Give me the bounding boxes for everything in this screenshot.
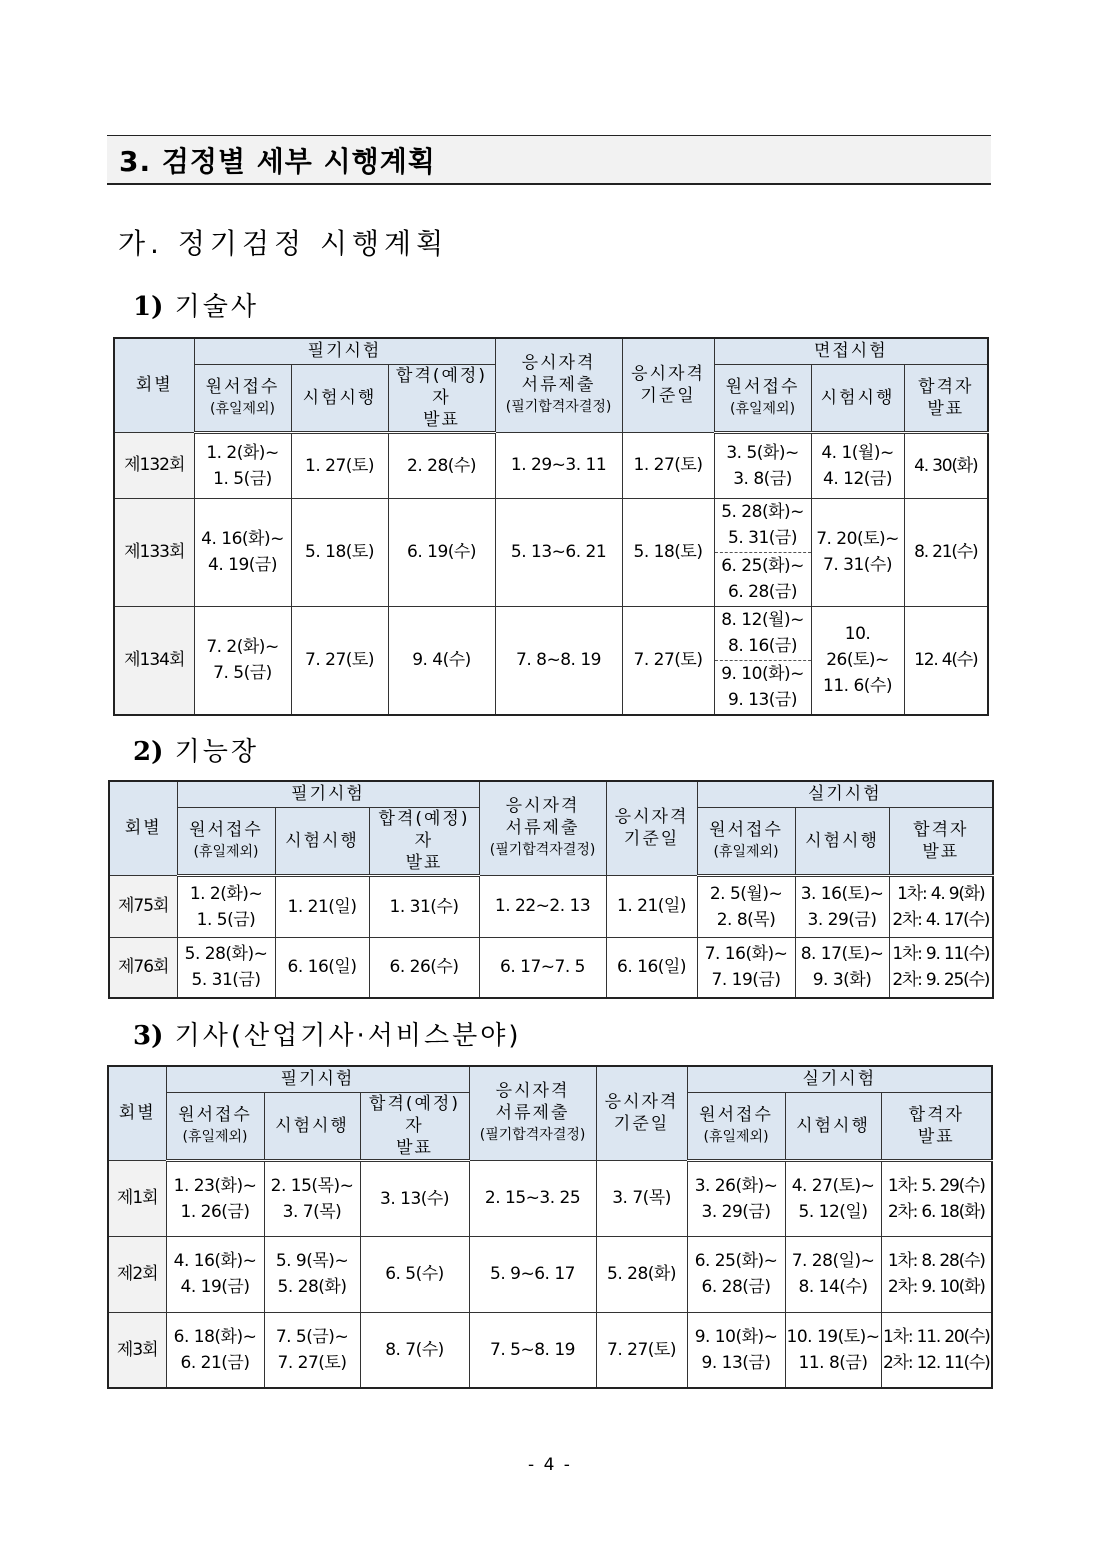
- final-line: 1차: 8. 28(수): [887, 1251, 985, 1271]
- docs-cell: 1. 29~3. 11: [495, 432, 622, 498]
- second-exam-line: 7. 20(토)~: [816, 529, 899, 549]
- docs-header-line: (필기합격자결정): [505, 399, 612, 416]
- exam-cell: [264, 1312, 360, 1388]
- apply-header: [166, 1092, 264, 1160]
- apply-line: 5. 31(금): [191, 970, 261, 991]
- apply-header-line: (휴일제외): [193, 843, 259, 860]
- second-exam-date-header-line: 시험시행: [805, 830, 879, 851]
- round-cell: 제3회: [108, 1312, 166, 1388]
- apply-line: 4. 16(화)~: [173, 1251, 257, 1271]
- base-date-cell: 5. 28(화): [596, 1236, 687, 1312]
- written-exam-header-line: 필기시험: [280, 1069, 355, 1090]
- table-row: [114, 498, 988, 606]
- apply-period: [715, 607, 811, 660]
- apply-line: 1. 26(금): [180, 1201, 250, 1222]
- second-apply-line: 6. 25(화)~: [694, 1251, 778, 1271]
- docs-header: [495, 338, 622, 432]
- second-exam-date-header: [785, 1092, 881, 1160]
- exam-cell: 1. 21(일): [275, 875, 369, 937]
- base-date-header-line: 기준일: [623, 829, 680, 850]
- second-apply-line: 3. 5(화)~: [726, 442, 799, 463]
- apply-line: 7. 5(금): [213, 663, 272, 683]
- final-line: 8. 21(수): [914, 542, 978, 562]
- second-apply-cell: [697, 875, 795, 937]
- second-exam-line: 7. 31(수): [823, 555, 892, 575]
- final-line: 2차: 9. 25(수): [892, 970, 990, 991]
- final-line: 2차: 6. 18(화): [887, 1201, 985, 1222]
- second-exam-cell: [795, 937, 889, 998]
- apply-cell: [194, 606, 291, 715]
- second-apply-line: 6. 25(화)~: [721, 556, 804, 576]
- second-apply-cell: [687, 1236, 785, 1312]
- exam-cell: 6. 16(일): [275, 937, 369, 998]
- docs-cell: 5. 13~6. 21: [495, 498, 622, 606]
- round-cell: 제132회: [114, 432, 194, 498]
- table-row: [109, 937, 993, 998]
- exam-line: 5. 28(화): [277, 1277, 347, 1297]
- exam-header: [275, 807, 369, 875]
- second-exam-line: 4. 12(금): [823, 468, 892, 489]
- exam-cell: [264, 1160, 360, 1236]
- apply-line: 5. 28(화)~: [184, 944, 268, 965]
- docs-header-line: 응시자격: [495, 1081, 570, 1102]
- docs-header-line: (필기합격자결정): [479, 1127, 586, 1144]
- final-announce-cell: [881, 1236, 992, 1312]
- table-row: [108, 1312, 992, 1388]
- round-header: [114, 338, 194, 432]
- round-header-line: 회별: [118, 1103, 156, 1124]
- final-line: 1차: 5. 29(수): [887, 1175, 985, 1196]
- apply-header-line: 원서접수: [178, 1104, 252, 1125]
- base-date-cell: 1. 21(일): [606, 875, 697, 937]
- table2-title: 기능장: [174, 737, 260, 767]
- docs-header: [469, 1066, 596, 1160]
- second-apply-header-line: 원서접수: [725, 376, 800, 397]
- final-header-line: 발표: [922, 841, 960, 862]
- second-apply-cell: [697, 937, 795, 998]
- exam-cell: 5. 18(토): [291, 498, 388, 606]
- apply-period: [715, 499, 811, 552]
- round-cell: 제133회: [114, 498, 194, 606]
- table3-title: 기사(산업기사·서비스분야): [174, 1021, 522, 1051]
- apply-line: 1. 2(화)~: [189, 883, 263, 904]
- exam-line: 2. 15(목)~: [270, 1175, 354, 1196]
- docs-header: [479, 781, 606, 875]
- apply-cell: [166, 1312, 264, 1388]
- final-announce-cell: [889, 875, 993, 937]
- exam-cell: 1. 27(토): [291, 432, 388, 498]
- final-header-line: 합격자: [918, 376, 974, 397]
- second-apply-line: 8. 12(월)~: [721, 610, 804, 630]
- second-exam-cell: [811, 606, 904, 715]
- second-apply-header-line: (휴일제외): [730, 400, 796, 417]
- table-row: [114, 432, 988, 498]
- second-apply-line: 3. 26(화)~: [694, 1175, 778, 1196]
- second-exam-cell: [785, 1160, 881, 1236]
- second-exam-header-line: 실기시험: [802, 1069, 877, 1090]
- page-number: - 4 -: [528, 1455, 572, 1475]
- second-apply-header-line: 원서접수: [699, 1104, 773, 1125]
- apply-cell: [194, 498, 291, 606]
- final-announce-cell: [889, 937, 993, 998]
- second-apply-line: 6. 28(금): [701, 1277, 771, 1297]
- second-exam-line: 8. 14(수): [798, 1277, 868, 1297]
- apply-line: 1. 5(금): [213, 468, 272, 489]
- round-cell: 제2회: [108, 1236, 166, 1312]
- written-exam-header: [166, 1066, 469, 1092]
- second-exam-line: 11. 8(금): [798, 1352, 868, 1373]
- final-line: 2차: 4. 17(수): [892, 909, 990, 930]
- apply-header: [194, 364, 291, 432]
- second-exam-line: 7. 28(일)~: [791, 1251, 875, 1271]
- second-exam-line: 4. 1(월)~: [821, 442, 894, 463]
- second-apply-line: 9. 10(화)~: [721, 664, 804, 684]
- second-exam-line: 10. 19(토)~: [786, 1326, 880, 1347]
- written-exam-header: [194, 338, 495, 364]
- second-exam-date-header-line: 시험시행: [796, 1115, 870, 1136]
- pass-cell: 3. 13(수): [360, 1160, 469, 1236]
- base-date-header-line: 기준일: [640, 386, 696, 407]
- pass-cell: 6. 19(수): [388, 498, 495, 606]
- apply-line: 1. 23(화)~: [173, 1175, 257, 1196]
- second-exam-cell: [811, 498, 904, 606]
- apply-header-line: (휴일제외): [209, 400, 276, 417]
- base-date-header-line: 응시자격: [604, 1092, 679, 1113]
- second-apply-header-line: 원서접수: [709, 819, 783, 840]
- exam-line: 5. 9(목)~: [275, 1251, 349, 1271]
- written-exam-header-line: 필기시험: [291, 784, 365, 805]
- final-header-line: 합격자: [908, 1104, 964, 1125]
- apply-header-line: (휴일제외): [182, 1128, 248, 1145]
- docs-header-line: 서류제출: [495, 1103, 570, 1124]
- apply-period: [715, 552, 811, 606]
- pass-header-line: 발표: [396, 1137, 433, 1158]
- section-title: 3. 검정별 세부 시행계획: [107, 135, 991, 185]
- base-date-header: [596, 1066, 687, 1160]
- base-date-header: [622, 338, 714, 432]
- apply-header: [177, 807, 275, 875]
- final-announce-cell: [904, 606, 988, 715]
- table2-heading: [133, 731, 259, 768]
- base-date-header-line: 응시자격: [614, 807, 689, 828]
- final-announce-cell: [881, 1160, 992, 1236]
- docs-cell: 2. 15~3. 25: [469, 1160, 596, 1236]
- table3-heading: [133, 1015, 522, 1052]
- apply-cell: [177, 937, 275, 998]
- table2-number: 2): [133, 737, 164, 767]
- final-line: 2차: 12. 11(수): [883, 1352, 990, 1373]
- round-cell: 제1회: [108, 1160, 166, 1236]
- base-date-header: [606, 781, 697, 875]
- exam-header-line: 시험시행: [302, 387, 377, 408]
- docs-cell: 6. 17~7. 5: [479, 937, 606, 998]
- second-apply-header-line: (휴일제외): [703, 1128, 769, 1145]
- pass-header-line: 합격(예정)자: [396, 365, 487, 408]
- round-header-line: 회별: [124, 818, 162, 839]
- docs-cell: 1. 22~2. 13: [479, 875, 606, 937]
- second-apply-line: 7. 19(금): [711, 970, 781, 991]
- second-apply-header-line: (휴일제외): [713, 843, 779, 860]
- exam-line: 7. 27(토): [277, 1352, 347, 1373]
- docs-cell: 7. 8~8. 19: [495, 606, 622, 715]
- pass-cell: 1. 31(수): [369, 875, 479, 937]
- table1-heading: [133, 286, 259, 323]
- pass-header: [388, 364, 495, 432]
- pass-cell: 2. 28(수): [388, 432, 495, 498]
- second-apply-header: [687, 1092, 785, 1160]
- second-exam-line: 4. 27(토)~: [791, 1175, 875, 1196]
- final-announce-cell: [904, 498, 988, 606]
- exam-header-line: 시험시행: [275, 1115, 349, 1136]
- round-cell: 제76회: [109, 937, 177, 998]
- apply-cell: [166, 1236, 264, 1312]
- apply-line: 7. 2(화)~: [206, 637, 279, 657]
- final-header-line: 발표: [917, 1126, 955, 1147]
- final-header: [889, 807, 993, 875]
- base-date-header-line: 기준일: [613, 1114, 670, 1135]
- final-line: 12. 4(수): [914, 650, 978, 670]
- second-apply-line: 7. 16(화)~: [704, 944, 788, 965]
- round-cell: 제134회: [114, 606, 194, 715]
- base-date-cell: 7. 27(토): [622, 606, 714, 715]
- header-row: [109, 781, 993, 807]
- apply-line: 1. 5(금): [196, 909, 256, 930]
- exam-header: [264, 1092, 360, 1160]
- second-apply-line: 2. 8(목): [716, 909, 776, 930]
- final-header-line: 합격자: [913, 819, 969, 840]
- apply-line: 4. 16(화)~: [201, 529, 284, 549]
- final-announce-cell: [904, 432, 988, 498]
- apply-line: 4. 19(금): [180, 1277, 250, 1297]
- docs-cell: 5. 9~6. 17: [469, 1236, 596, 1312]
- second-apply-header: [714, 364, 811, 432]
- base-date-cell: 3. 7(목): [596, 1160, 687, 1236]
- second-apply-line: 3. 29(금): [701, 1201, 771, 1222]
- second-exam-line: 11. 6(수): [823, 676, 892, 696]
- second-exam-line: 5. 12(일): [798, 1201, 868, 1222]
- apply-period: [715, 660, 811, 714]
- second-exam-cell: [785, 1312, 881, 1388]
- apply-cell: [177, 875, 275, 937]
- table3-number: 3): [133, 1021, 164, 1051]
- final-line: 1차: 9. 11(수): [892, 944, 990, 965]
- round-header: [109, 781, 177, 875]
- second-exam-cell: [795, 875, 889, 937]
- schedule-table-engineer: [113, 337, 989, 716]
- base-date-cell: 1. 27(토): [622, 432, 714, 498]
- final-line: 2차: 9. 10(화): [887, 1277, 985, 1297]
- apply-line: 6. 21(금): [180, 1352, 250, 1373]
- second-apply-line: 5. 31(금): [728, 528, 797, 548]
- pass-header: [369, 807, 479, 875]
- schedule-table-industrial-engineer: [107, 1065, 993, 1389]
- base-date-cell: 7. 27(토): [596, 1312, 687, 1388]
- pass-header-line: 합격(예정)자: [369, 1093, 460, 1136]
- second-exam-header: [714, 338, 988, 364]
- second-apply-cell: [714, 606, 811, 715]
- docs-header-line: 서류제출: [521, 375, 596, 396]
- round-header-line: 회별: [135, 375, 173, 396]
- pass-header-line: 발표: [405, 852, 443, 873]
- pass-header-line: 합격(예정)자: [378, 808, 470, 851]
- exam-line: 7. 5(금)~: [275, 1326, 349, 1347]
- base-date-header-line: 응시자격: [631, 364, 705, 385]
- apply-line: 4. 19(금): [208, 555, 277, 575]
- second-apply-line: 6. 28(금): [728, 582, 797, 602]
- written-exam-header-line: 필기시험: [307, 341, 382, 362]
- second-apply-line: 9. 13(금): [728, 690, 797, 710]
- apply-line: 6. 18(화)~: [173, 1326, 257, 1347]
- final-header-line: 발표: [927, 398, 965, 419]
- second-exam-date-header: [811, 364, 904, 432]
- table1-number: 1): [133, 292, 164, 322]
- second-exam-line: 8. 17(토)~: [800, 944, 884, 965]
- apply-header-line: 원서접수: [189, 819, 263, 840]
- second-exam-line: 10. 26(토)~: [826, 624, 889, 670]
- second-apply-line: 2. 5(월)~: [709, 883, 783, 904]
- docs-cell: 7. 5~8. 19: [469, 1312, 596, 1388]
- pass-cell: 9. 4(수): [388, 606, 495, 715]
- round-cell: 제75회: [109, 875, 177, 937]
- docs-header-line: (필기합격자결정): [489, 842, 596, 859]
- second-exam-date-header-line: 시험시행: [820, 387, 895, 408]
- second-exam-line: 3. 29(금): [807, 909, 877, 930]
- second-apply-line: 9. 10(화)~: [694, 1326, 778, 1347]
- second-apply-line: 8. 16(금): [728, 636, 797, 656]
- table-row: [108, 1160, 992, 1236]
- second-apply-line: 5. 28(화)~: [721, 502, 804, 522]
- apply-stack: [715, 607, 811, 714]
- second-exam-cell: [785, 1236, 881, 1312]
- second-apply-line: 9. 13(금): [701, 1352, 771, 1373]
- docs-header-line: 서류제출: [505, 818, 580, 839]
- apply-cell: [166, 1160, 264, 1236]
- docs-header-line: 응시자격: [521, 353, 596, 374]
- final-header: [881, 1092, 992, 1160]
- pass-cell: 6. 5(수): [360, 1236, 469, 1312]
- schedule-table-master-craftsman: [108, 780, 994, 999]
- subsection-title: 가. 정기검정 시행계획: [118, 227, 449, 260]
- apply-header-line: 원서접수: [205, 376, 280, 397]
- round-header: [108, 1066, 166, 1160]
- table1-title: 기술사: [174, 292, 260, 322]
- table-row: [114, 606, 988, 715]
- final-announce-cell: [881, 1312, 992, 1388]
- second-apply-cell: [714, 432, 811, 498]
- second-exam-header: [697, 781, 993, 807]
- table-row: [108, 1236, 992, 1312]
- table-row: [109, 875, 993, 937]
- exam-cell: 7. 27(토): [291, 606, 388, 715]
- apply-cell: [194, 432, 291, 498]
- second-exam-header: [687, 1066, 992, 1092]
- final-line: 4. 30(화): [914, 455, 978, 476]
- base-date-cell: 6. 16(일): [606, 937, 697, 998]
- second-apply-cell: [687, 1312, 785, 1388]
- final-line: 1차: 11. 20(수): [883, 1326, 990, 1347]
- pass-header-line: 발표: [423, 409, 460, 430]
- exam-line: 3. 7(목): [282, 1201, 342, 1222]
- apply-line: 1. 2(화)~: [206, 442, 279, 463]
- pass-header: [360, 1092, 469, 1160]
- second-exam-header-line: 면접시험: [813, 341, 888, 362]
- exam-cell: [264, 1236, 360, 1312]
- second-exam-date-header: [795, 807, 889, 875]
- final-line: 1차: 4. 9(화): [897, 883, 985, 904]
- second-exam-header-line: 실기시험: [807, 784, 882, 805]
- second-exam-line: 9. 3(화): [812, 970, 872, 991]
- pass-cell: 6. 26(수): [369, 937, 479, 998]
- final-header: [904, 364, 988, 432]
- written-exam-header: [177, 781, 479, 807]
- pass-cell: 8. 7(수): [360, 1312, 469, 1388]
- header-row: [108, 1066, 992, 1092]
- exam-header-line: 시험시행: [285, 830, 359, 851]
- second-apply-cell: [687, 1160, 785, 1236]
- second-apply-header: [697, 807, 795, 875]
- base-date-cell: 5. 18(토): [622, 498, 714, 606]
- second-apply-cell: [714, 498, 811, 606]
- second-exam-line: 3. 16(토)~: [800, 883, 884, 904]
- header-row: [114, 338, 988, 364]
- docs-header-line: 응시자격: [505, 796, 580, 817]
- exam-header: [291, 364, 388, 432]
- second-exam-cell: [811, 432, 904, 498]
- apply-stack: [715, 499, 811, 606]
- second-apply-line: 3. 8(금): [733, 468, 792, 489]
